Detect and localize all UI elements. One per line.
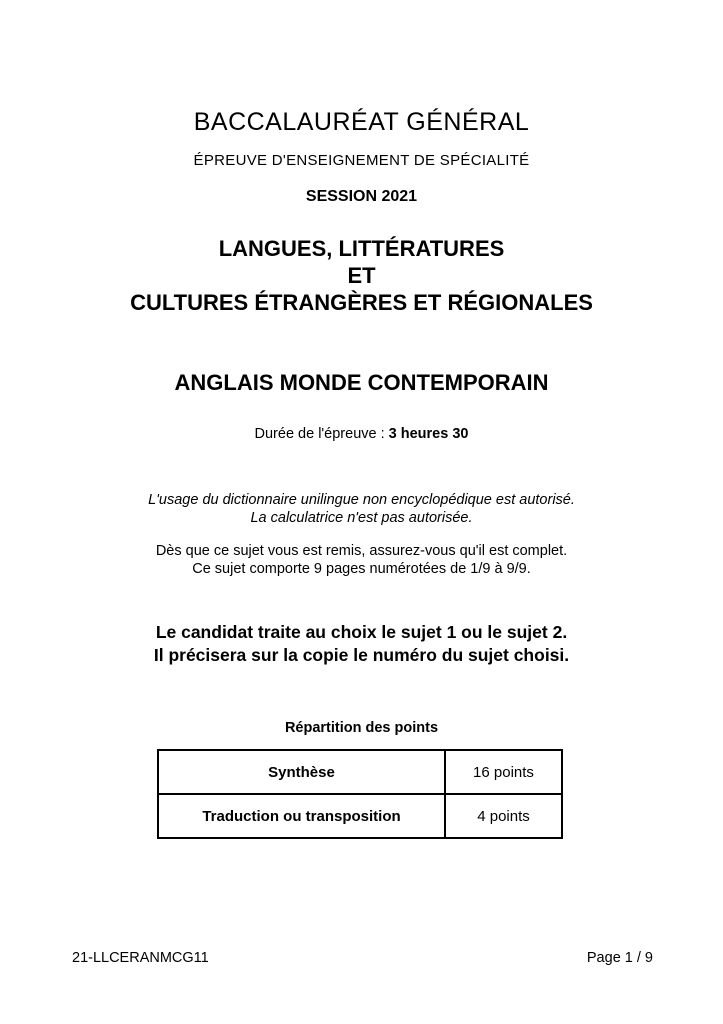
subject-title-line1: LANGUES, LITTÉRATURES: [218, 236, 505, 261]
subject-title-line3: CULTURES ÉTRANGÈRES ET RÉGIONALES: [130, 290, 593, 315]
instructions-line1: Le candidat traite au choix le sujet 1 ou le sujet 2.: [155, 622, 568, 642]
points-row-value: 16 points: [445, 750, 562, 794]
subject-title: [0, 235, 723, 316]
candidate-instructions: [0, 621, 723, 666]
duration-value: 3 heures 30: [388, 426, 469, 442]
dictionary-notice: L'usage du dictionnaire unilingue non encyclopédique est autorisé.: [148, 492, 575, 508]
points-table-title: Répartition des points: [284, 720, 439, 736]
instructions-line2: Il précisera sur la copie le numéro du sujet choisi.: [153, 644, 570, 665]
table-row: [158, 794, 562, 838]
materials-notice: [0, 492, 723, 527]
points-row-label: Synthèse: [158, 750, 445, 794]
points-row-label: Traduction ou transposition: [158, 794, 445, 838]
points-table: [157, 749, 563, 839]
document-reference: 21-LLCERANMCG11: [72, 950, 209, 966]
exam-duration: [0, 426, 723, 442]
duration-label: Durée de l'épreuve :: [254, 426, 389, 442]
table-row: [158, 750, 562, 794]
page-number: Page 1 / 9: [586, 950, 653, 966]
page-footer: [72, 950, 653, 966]
exam-subtitle: ÉPREUVE D'ENSEIGNEMENT DE SPÉCIALITÉ: [193, 152, 530, 169]
points-row-value: 4 points: [445, 794, 562, 838]
speciality-title: ANGLAIS MONDE CONTEMPORAIN: [174, 370, 549, 395]
subject-title-line2: ET: [347, 263, 376, 288]
exam-title: BACCALAURÉAT GÉNÉRAL: [193, 108, 530, 136]
page-count-notice: Ce sujet comporte 9 pages numérotées de 1/9 à 9/9.: [192, 560, 531, 577]
completeness-notice: [0, 543, 723, 578]
session-label: SESSION 2021: [305, 188, 418, 205]
complete-check-notice: Dès que ce sujet vous est remis, assurez-vous qu'il est complet.: [155, 543, 568, 559]
calculator-notice: La calculatrice n'est pas autorisée.: [250, 509, 473, 526]
